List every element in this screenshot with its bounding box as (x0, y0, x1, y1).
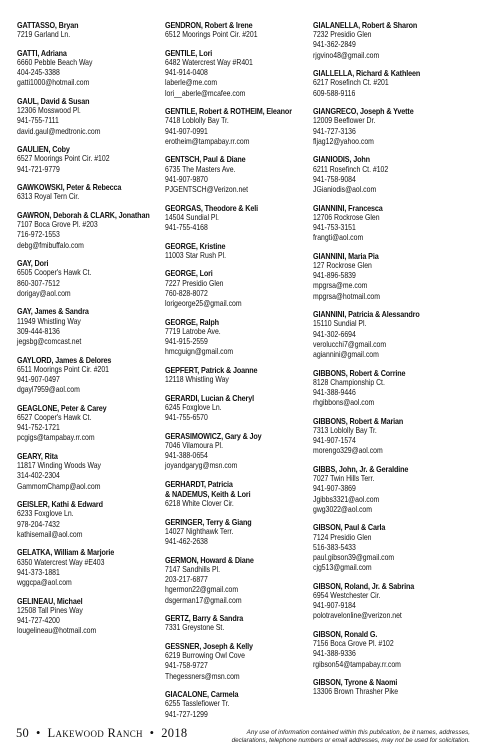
resident-name: GIANNINI, Maria Pia (313, 250, 379, 261)
phone-number: 516-383-5433 (313, 542, 356, 552)
resident-name: GERMON, Howard & Diane (165, 554, 254, 565)
resident-name: GELINEAU, Michael (17, 595, 83, 606)
street-address: 7232 Presidio Glen (313, 30, 372, 40)
resident-name: GENTSCH, Paul & Diane (165, 154, 246, 165)
resident-name: GIANGRECO, Joseph & Yvette (313, 106, 414, 117)
resident-name: GIBSON, Paul & Carla (313, 522, 386, 533)
resident-name: GEPFERT, Patrick & Joanne (165, 364, 258, 375)
directory-entry (165, 613, 315, 633)
street-address: 12009 Beeflower Dr. (313, 116, 376, 126)
phone-number: 609-588-9116 (313, 88, 356, 98)
street-address: 8128 Championship Ct. (313, 377, 385, 387)
directory-entry (313, 68, 473, 99)
street-address: 6218 White Clover Cir. (165, 499, 234, 509)
directory-entry (17, 596, 157, 637)
street-address: 7719 Latrobe Ave. (165, 326, 221, 336)
resident-name: GERINGER, Terry & Giang (165, 516, 252, 527)
phone-number: 314-402-2304 (17, 471, 60, 481)
email: jegsbg@comcast.net (17, 337, 82, 347)
phone-number: 941-907-0497 (17, 375, 60, 385)
street-address: 6255 Tasslefiower Tr. (165, 699, 230, 709)
street-address: 7027 Twin Hills Terr. (313, 474, 375, 484)
directory-column-2 (165, 20, 315, 727)
resident-name: GIBBONS, Robert & Corrine (313, 367, 406, 378)
directory-entry (17, 306, 157, 347)
directory-entry (165, 317, 315, 358)
email: hmcguign@gmail.com (165, 347, 234, 357)
phone-number: 941-907-9870 (165, 174, 208, 184)
directory-entry (313, 629, 473, 670)
phone-number: 760-828-8072 (165, 288, 208, 298)
directory-entry (165, 241, 315, 261)
email: lorigeorge25@gmail.com (165, 299, 242, 309)
resident-name: GEAGLONE, Peter & Carey (17, 402, 107, 413)
email: Jgibbs3321@aol.com (313, 494, 380, 504)
directory-column-1 (17, 20, 157, 644)
street-address: 6527 Moorings Point Cir. #102 (17, 154, 110, 164)
email: laberle@me.com (165, 78, 218, 88)
phone-number: 978-204-7432 (17, 519, 60, 529)
resident-name: GERTZ, Barry & Sandra (165, 613, 244, 624)
resident-name: GEISLER, Kathi & Edward (17, 499, 103, 510)
email: mpgrsa@hotmail.com (313, 291, 380, 301)
phone-number: 941-915-2559 (165, 337, 208, 347)
directory-entry (165, 203, 315, 234)
resident-name: GENTILE, Lori (165, 47, 213, 58)
resident-name: GEARY, Rita (17, 451, 58, 462)
directory-entry (313, 416, 473, 457)
directory-entry (17, 258, 157, 299)
directory-entry (313, 677, 473, 697)
street-address: 6735 The Masters Ave. (165, 164, 236, 174)
email: rjgvino48@gmail.com (313, 50, 380, 60)
street-address: 12118 Whistling Way (165, 375, 229, 385)
resident-name: GIACALONE, Carmela (165, 689, 239, 700)
directory-entry (17, 499, 157, 540)
street-address: 11003 Star Rush Pl. (165, 250, 227, 260)
resident-name: GEORGAS, Theodore & Keli (165, 202, 258, 213)
email: hgermon22@gmail.com (165, 585, 239, 595)
email: lougelineau@hotmail.com (17, 626, 97, 636)
street-address: 6482 Watercrest Way #R401 (165, 58, 253, 67)
resident-name: GAYLORD, James & Delores (17, 354, 112, 365)
page-number: 50 (16, 726, 30, 740)
email: david.gaul@medtronic.com (17, 126, 101, 136)
street-address: 7227 Presidio Glen (165, 278, 224, 288)
resident-name: GAULIEN, Coby (17, 144, 70, 155)
phone-number: 941-302-6694 (313, 329, 356, 339)
phone-number: 941-907-9184 (313, 601, 356, 611)
phone-number: 941-462-2638 (165, 537, 208, 547)
email: joyandgaryg@msn.com (165, 461, 238, 471)
email: paul.gibson39@gmail.com (313, 553, 395, 563)
street-address: 7124 Presidio Glen (313, 532, 372, 542)
street-address: 127 Rockrose Glen (313, 261, 372, 271)
resident-name: GESSNER, Joseph & Kelly (165, 641, 253, 652)
phone-number: 941-727-4200 (17, 616, 60, 626)
directory-entry (165, 431, 315, 472)
resident-name: GERASIMOWICZ, Gary & Joy (165, 430, 262, 441)
street-address: 7147 Sandhills Pl. (165, 565, 221, 575)
phone-number: 716-972-1553 (17, 230, 60, 240)
street-address: 6233 Foxglove Ln. (17, 509, 74, 519)
phone-number: 941-755-6570 (165, 413, 208, 423)
resident-name-continued: & NADEMUS, Keith & Lori (165, 489, 251, 500)
email: polotravelonline@verizon.net (313, 611, 402, 621)
street-address: 7331 Greystone St. (165, 623, 225, 633)
street-address: 11817 Winding Woods Way (17, 461, 101, 471)
resident-name: GIANNINI, Patricia & Alessandro (313, 309, 420, 320)
street-address: 13306 Brown Thrasher Pike (313, 687, 399, 697)
street-address: 7107 Boca Grove Pl. #203 (17, 220, 98, 230)
phone-number: 941-907-1574 (313, 436, 356, 446)
street-address: 6217 Rosefinch Ct. #201 (313, 78, 389, 88)
directory-entry (313, 251, 473, 302)
directory-entry (165, 106, 315, 147)
directory-entry (17, 20, 157, 40)
resident-name: GATTI, Adriana (17, 47, 67, 58)
email: fljag12@yahoo.com (313, 136, 374, 146)
phone-number: 941-721-9779 (17, 164, 60, 174)
phone-number: 941-753-3151 (313, 223, 356, 233)
phone-number: 941-752-1721 (17, 423, 60, 433)
resident-name: GEORGE, Lori (165, 268, 213, 279)
directory-entry (313, 106, 473, 147)
folio (16, 726, 187, 741)
resident-name: GIBBS, John, Jr. & Geraldine (313, 464, 409, 475)
street-address: 7156 Boca Grove Pl. #102 (313, 639, 394, 649)
directory-entry (17, 144, 157, 175)
directory-entry (165, 48, 315, 99)
resident-name: GIANNINI, Francesca (313, 202, 383, 213)
street-address: 12508 Tall Pines Way (17, 605, 83, 615)
street-address: 15110 Sundial Pl. (313, 319, 367, 329)
resident-name: GIBBONS, Robert & Marian (313, 415, 404, 426)
resident-name: GIALLELLA, Richard & Kathleen (313, 68, 421, 79)
email: kathisemail@aol.com (17, 529, 83, 539)
directory-entry (313, 309, 473, 360)
email: agiannini@gmail.com (313, 350, 379, 360)
email: debg@fmibuffalo.com (17, 240, 84, 250)
phone-number: 941-896-5839 (313, 271, 356, 281)
email: gwg3022@aol.com (313, 504, 372, 514)
phone-number: 309-444-8136 (17, 326, 60, 336)
street-address: 12706 Rockrose Glen (313, 212, 380, 222)
resident-name: GERHARDT, Patricia (165, 478, 233, 489)
phone-number: 941-907-0991 (165, 126, 208, 136)
email: pcgigs@tampabay.rr.com (17, 433, 95, 443)
street-address: 6954 Westchester Cir. (313, 591, 381, 601)
directory-entry (17, 182, 157, 202)
street-address: 6245 Foxglove Ln. (165, 402, 222, 412)
phone-number: 860-307-7512 (17, 278, 60, 288)
page-footer (16, 715, 470, 745)
directory-entry (17, 48, 157, 89)
email: dgayl7959@aol.com (17, 385, 80, 395)
directory-entry (165, 555, 315, 606)
directory-entry (165, 393, 315, 424)
solicitation-disclaimer: Any use of information contained within this publication, be it names, addresses, declarations, telephone numbers or email addresses, may not be used for solicitation. (231, 729, 470, 744)
street-address: 7219 Garland Ln. (17, 30, 71, 40)
email: cjg513@gmail.com (313, 563, 372, 573)
resident-name: GATTASSO, Bryan (17, 20, 79, 30)
email: mpgrsa@me.com (313, 281, 368, 291)
resident-name: GIBSON, Ronald G. (313, 629, 378, 640)
resident-name: GAWRON, Deborah & CLARK, Jonathan (17, 210, 150, 220)
street-address: 6660 Pebble Beach Way (17, 58, 93, 67)
street-address: 6512 Moorings Point Cir. #201 (165, 30, 258, 40)
directory-entry (17, 403, 157, 444)
street-address: 7046 Vilamoura Pl. (165, 440, 223, 450)
email: JGianiodis@aol.com (313, 185, 377, 195)
email: wggcpa@aol.com (17, 578, 72, 588)
phone-number: 203-217-6877 (165, 575, 208, 585)
resident-name: GAUL, David & Susan (17, 96, 90, 106)
email: dorigay@aol.com (17, 288, 71, 298)
street-address: 12306 Mosswood Pl. (17, 106, 81, 116)
email: dsgerman17@gmail.com (165, 595, 242, 605)
email: verolucchi7@gmail.com (313, 339, 387, 349)
resident-name: GERARDI, Lucian & Cheryl (165, 392, 254, 403)
resident-name: GELATKA, William & Marjorie (17, 547, 115, 558)
directory-entry (17, 96, 157, 137)
phone-number: 404-245-3388 (17, 68, 60, 78)
publication-name: Lakewood Ranch (47, 726, 143, 740)
directory-entry (165, 517, 315, 548)
resident-name: GAWKOWSKI, Peter & Rebecca (17, 182, 122, 193)
directory-entry (313, 20, 473, 61)
email: erotheim@tampabay.rr.com (165, 136, 250, 146)
directory-entry (165, 641, 315, 682)
phone-number: 941-907-3869 (313, 484, 356, 494)
directory-entry (165, 365, 315, 385)
email: lori__aberle@mcafee.com (165, 88, 246, 98)
phone-number: 941-388-0654 (165, 451, 208, 461)
street-address: 6527 Cooper's Hawk Ct. (17, 413, 92, 423)
phone-number: 941-727-1299 (165, 709, 208, 719)
resident-name: GAY, Dori (17, 258, 49, 269)
directory-entry (17, 210, 157, 251)
street-address: 6219 Burrowing Owl Cove (165, 651, 245, 661)
phone-number: 941-755-7111 (17, 116, 59, 126)
footer-separator: • (149, 726, 155, 740)
email: GammomChamp@aol.com (17, 481, 101, 491)
street-address: 6511 Moorings Point Cir. #201 (17, 364, 110, 374)
resident-name: GIBSON, Tyrone & Naomi (313, 677, 398, 688)
directory-entry (165, 20, 315, 40)
phone-number: 941-758-9084 (313, 174, 356, 184)
resident-name: GEORGE, Ralph (165, 316, 219, 327)
directory-entry (313, 368, 473, 409)
directory-entry (17, 547, 157, 588)
directory-entry (313, 464, 473, 515)
directory-entry (313, 203, 473, 244)
street-address: 7418 Loblolly Bay Tr. (165, 116, 229, 126)
directory-entry (165, 479, 315, 510)
email: morengo329@aol.com (313, 446, 383, 456)
directory-column-3 (313, 20, 473, 705)
phone-number: 941-388-9446 (313, 388, 356, 398)
directory-entry (17, 451, 157, 492)
street-address: 6313 Royal Tern Cir. (17, 192, 80, 202)
phone-number: 941-362-2849 (313, 40, 356, 50)
resident-name: GENDRON, Robert & Irene (165, 20, 253, 30)
street-address: 6211 Rosefinch Ct. #102 (313, 164, 389, 174)
directory-entry (165, 154, 315, 195)
email: gatti1000@hotmail.com (17, 78, 90, 88)
phone-number: 941-914-0408 (165, 68, 208, 78)
street-address: 6505 Cooper's Hawk Ct. (17, 268, 92, 278)
email: rgibson54@tampabay.rr.com (313, 659, 401, 669)
street-address: 14027 Nighthawk Terr. (165, 527, 234, 537)
publication-year: 2018 (161, 726, 188, 740)
directory-entry (17, 355, 157, 396)
email: rhgibbons@aol.com (313, 398, 375, 408)
directory-entry (165, 268, 315, 309)
resident-name: GAY, James & Sandra (17, 306, 89, 317)
directory-entry (313, 522, 473, 573)
resident-name: GIANIODIS, John (313, 154, 370, 165)
phone-number: 941-758-9727 (165, 661, 208, 671)
street-address: 6350 Watercrest Way #E403 (17, 557, 105, 567)
directory-entry (313, 581, 473, 622)
email: frangti@aol.com (313, 233, 364, 243)
phone-number: 941-373-1881 (17, 567, 60, 577)
footer-separator: • (35, 726, 41, 740)
resident-name: GIBSON, Roland, Jr. & Sabrina (313, 580, 415, 591)
email: Thegessners@msn.com (165, 671, 240, 681)
email: PJGENTSCH@Verizon.net (165, 185, 249, 195)
phone-number: 941-755-4168 (165, 223, 208, 233)
directory-entry (313, 154, 473, 195)
street-address: 7313 Loblolly Bay Tr. (313, 426, 377, 436)
street-address: 14504 Sundial Pl. (165, 212, 219, 222)
phone-number: 941-727-3136 (313, 126, 356, 136)
street-address: 11949 Whistling Way (17, 316, 81, 326)
resident-name: GEORGE, Kristine (165, 240, 226, 251)
phone-number: 941-388-9336 (313, 649, 356, 659)
resident-name: GIALANELLA, Robert & Sharon (313, 20, 418, 30)
resident-name: GENTILE, Robert & ROTHEIM, Eleanor (165, 106, 292, 117)
